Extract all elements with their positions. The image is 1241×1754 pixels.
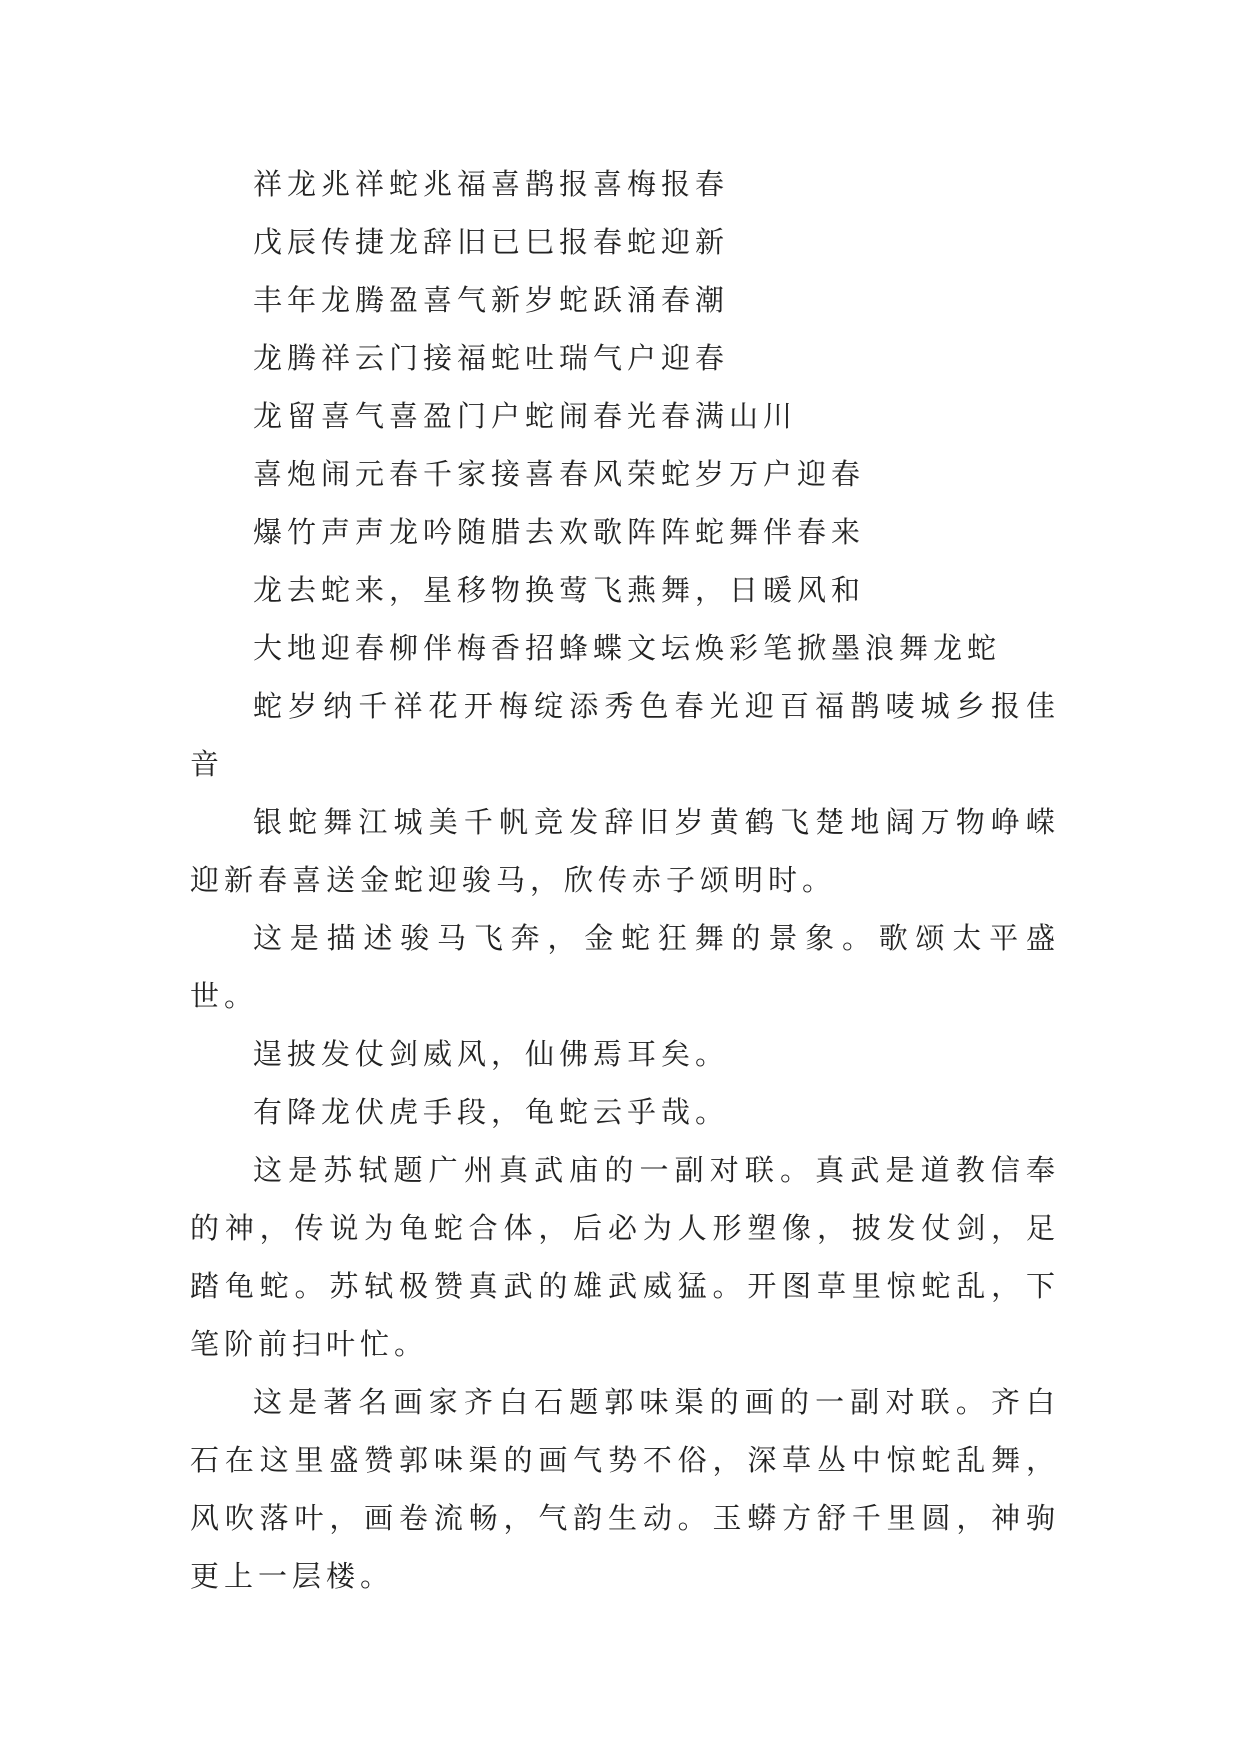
paragraph: 大地迎春柳伴梅香招蜂蝶文坛焕彩笔掀墨浪舞龙蛇 xyxy=(253,631,1002,665)
paragraph: 这是著名画家齐白石题郭味渠的画的一副对联。齐白石在这里盛赞郭味渠的画气势不俗，深草丛中惊蛇乱舞，风吹落叶，画卷流畅，气韵生动。玉蟒方舒千里圆，神驹更上一层楼。 xyxy=(190,1385,1060,1593)
paragraph: 龙留喜气喜盈门户蛇闹春光春满山川 xyxy=(253,399,798,433)
paragraph: 有降龙伏虎手段，龟蛇云乎哉。 xyxy=(253,1095,730,1129)
paragraph: 爆竹声声龙吟随腊去欢歌阵阵蛇舞伴春来 xyxy=(253,515,866,549)
paragraph: 这是苏轼题广州真武庙的一副对联。真武是道教信奉的神，传说为龟蛇合体，后必为人形塑像，披发仗剑，足踏龟蛇。苏轼极赞真武的雄武威猛。开图草里惊蛇乱，下笔阶前扫叶忙。 xyxy=(190,1153,1060,1361)
paragraph: 丰年龙腾盈喜气新岁蛇跃涌春潮 xyxy=(253,283,730,317)
paragraph: 戊辰传捷龙辞旧已巳报春蛇迎新 xyxy=(253,225,730,259)
paragraph: 龙腾祥云门接福蛇吐瑞气户迎春 xyxy=(253,341,730,375)
paragraph: 喜炮闹元春千家接喜春风荣蛇岁万户迎春 xyxy=(253,457,866,491)
paragraph: 这是描述骏马飞奔，金蛇狂舞的景象。歌颂太平盛世。 xyxy=(190,921,1060,1013)
paragraph: 蛇岁纳千祥花开梅绽添秀色春光迎百福鹊唛城乡报佳音 xyxy=(190,689,1060,781)
paragraph: 银蛇舞江城美千帆竞发辞旧岁黄鹤飞楚地阔万物峥嵘迎新春喜送金蛇迎骏马，欣传赤子颂明时。 xyxy=(190,805,1060,897)
paragraph: 祥龙兆祥蛇兆福喜鹊报喜梅报春 xyxy=(253,167,730,201)
paragraph: 龙去蛇来，星移物换莺飞燕舞，日暖风和 xyxy=(253,573,866,607)
paragraph: 逞披发仗剑威风，仙佛焉耳矣。 xyxy=(253,1037,730,1071)
document-body xyxy=(190,155,1060,1605)
